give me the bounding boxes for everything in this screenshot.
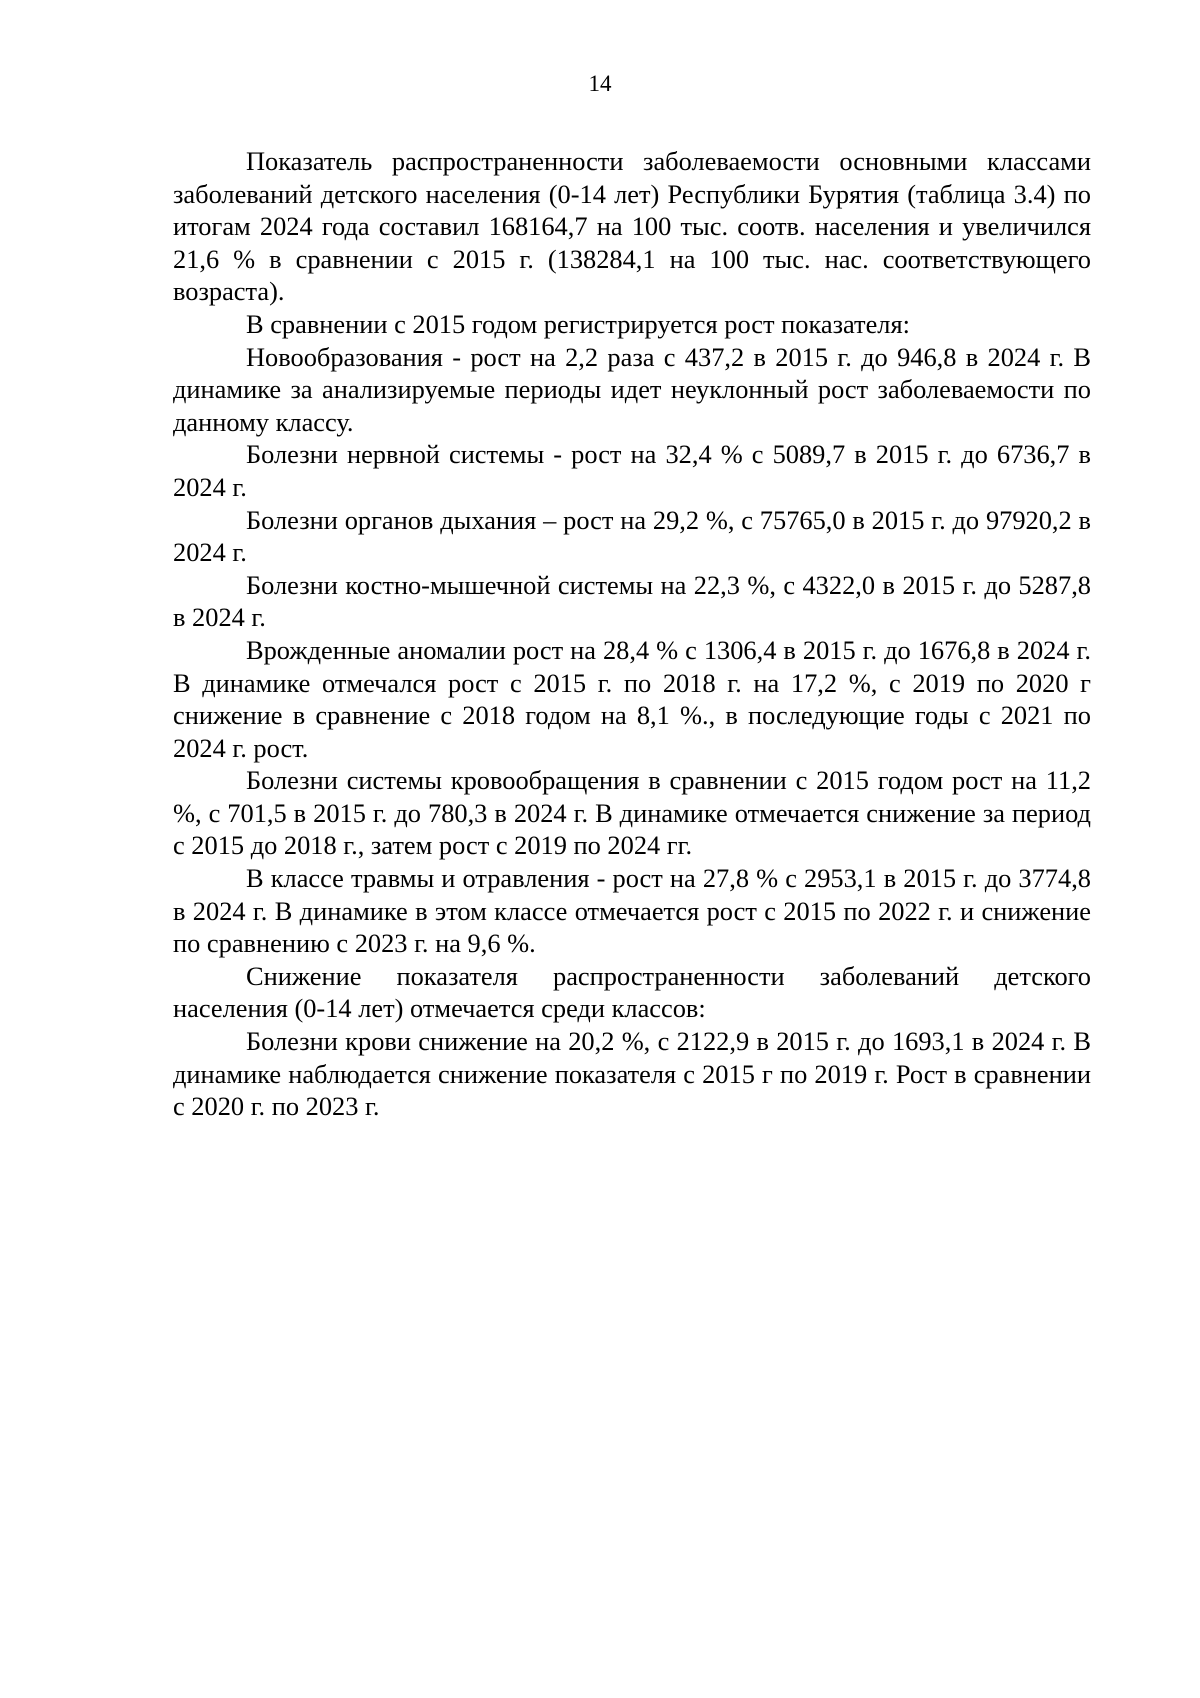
paragraph-blood-diseases: Болезни крови снижение на 20,2 %, с 2122,9 в 2015 г. до 1693,1 в 2024 г. В динамике наблюдается снижение показателя с 2015 г по 2019 г. Рост в сравнении с 2020 г. по 2023 г.	[173, 1026, 1091, 1122]
paragraph-circulatory: Болезни системы кровообращения в сравнении с 2015 годом рост на 11,2 %, с 701,5 в 2015 г. до 780,3 в 2024 г. В динамике отмечается снижение за период с 2015 до 2018 г., затем рост с 2019 по 2024 гг.	[173, 765, 1091, 861]
paragraph-respiratory: Болезни органов дыхания – рост на 29,2 %, с 75765,0 в 2015 г. до 97920,2 в 2024 г.	[173, 504, 1091, 568]
paragraph-nervous-system: Болезни нервной системы - рост на 32,4 % с 5089,7 в 2015 г. до 6736,7 в 2024 г.	[173, 439, 1091, 502]
document-body	[173, 145, 1091, 1123]
paragraph-neoplasms: Новообразования - рост на 2,2 раза с 437,2 в 2015 г. до 946,8 в 2024 г. В динамике за анализируемые периоды идет неуклонный рост заболеваемости по данному классу.	[173, 341, 1091, 437]
paragraph-prevalence-summary: Показатель распространенности заболеваемости основными классами заболеваний детского населения (0-14 лет) Республики Бурятия (таблица 3.4) по итогам 2024 года составил 168164,7 на 100 тыс. соотв. населения и увеличился 21,6 % в сравнении с 2015 г. (138284,1 на 100 тыс. нас. соответствующего возраста).	[173, 146, 1091, 307]
paragraph-decrease-intro: Снижение показателя распространенности заболеваний детского населения (0-14 лет) отмечается среди классов:	[173, 960, 1091, 1024]
paragraph-congenital-anomalies: Врожденные аномалии рост на 28,4 % с 1306,4 в 2015 г. до 1676,8 в 2024 г. В динамике отмечался рост с 2015 г. по 2018 г. на 17,2 %, с 2019 по 2020 г снижение в сравнение с 2018 годом на 8,1 %., в последующие годы с 2021 по 2024 г. рост.	[173, 634, 1091, 763]
page-number: 14	[588, 71, 612, 96]
paragraph-musculoskeletal: Болезни костно-мышечной системы на 22,3 %, с 4322,0 в 2015 г. до 5287,8 в 2024 г.	[173, 569, 1091, 633]
paragraph-injury-poisoning: В классе травмы и отравления - рост на 27,8 % с 2953,1 в 2015 г. до 3774,8 в 2024 г. В динамике в этом классе отмечается рост с 2015 по 2022 г. и снижение по сравнению с 2023 г. на 9,6 %.	[173, 863, 1091, 959]
paragraph-growth-intro: В сравнении с 2015 годом регистрируется рост показателя:	[246, 308, 910, 339]
